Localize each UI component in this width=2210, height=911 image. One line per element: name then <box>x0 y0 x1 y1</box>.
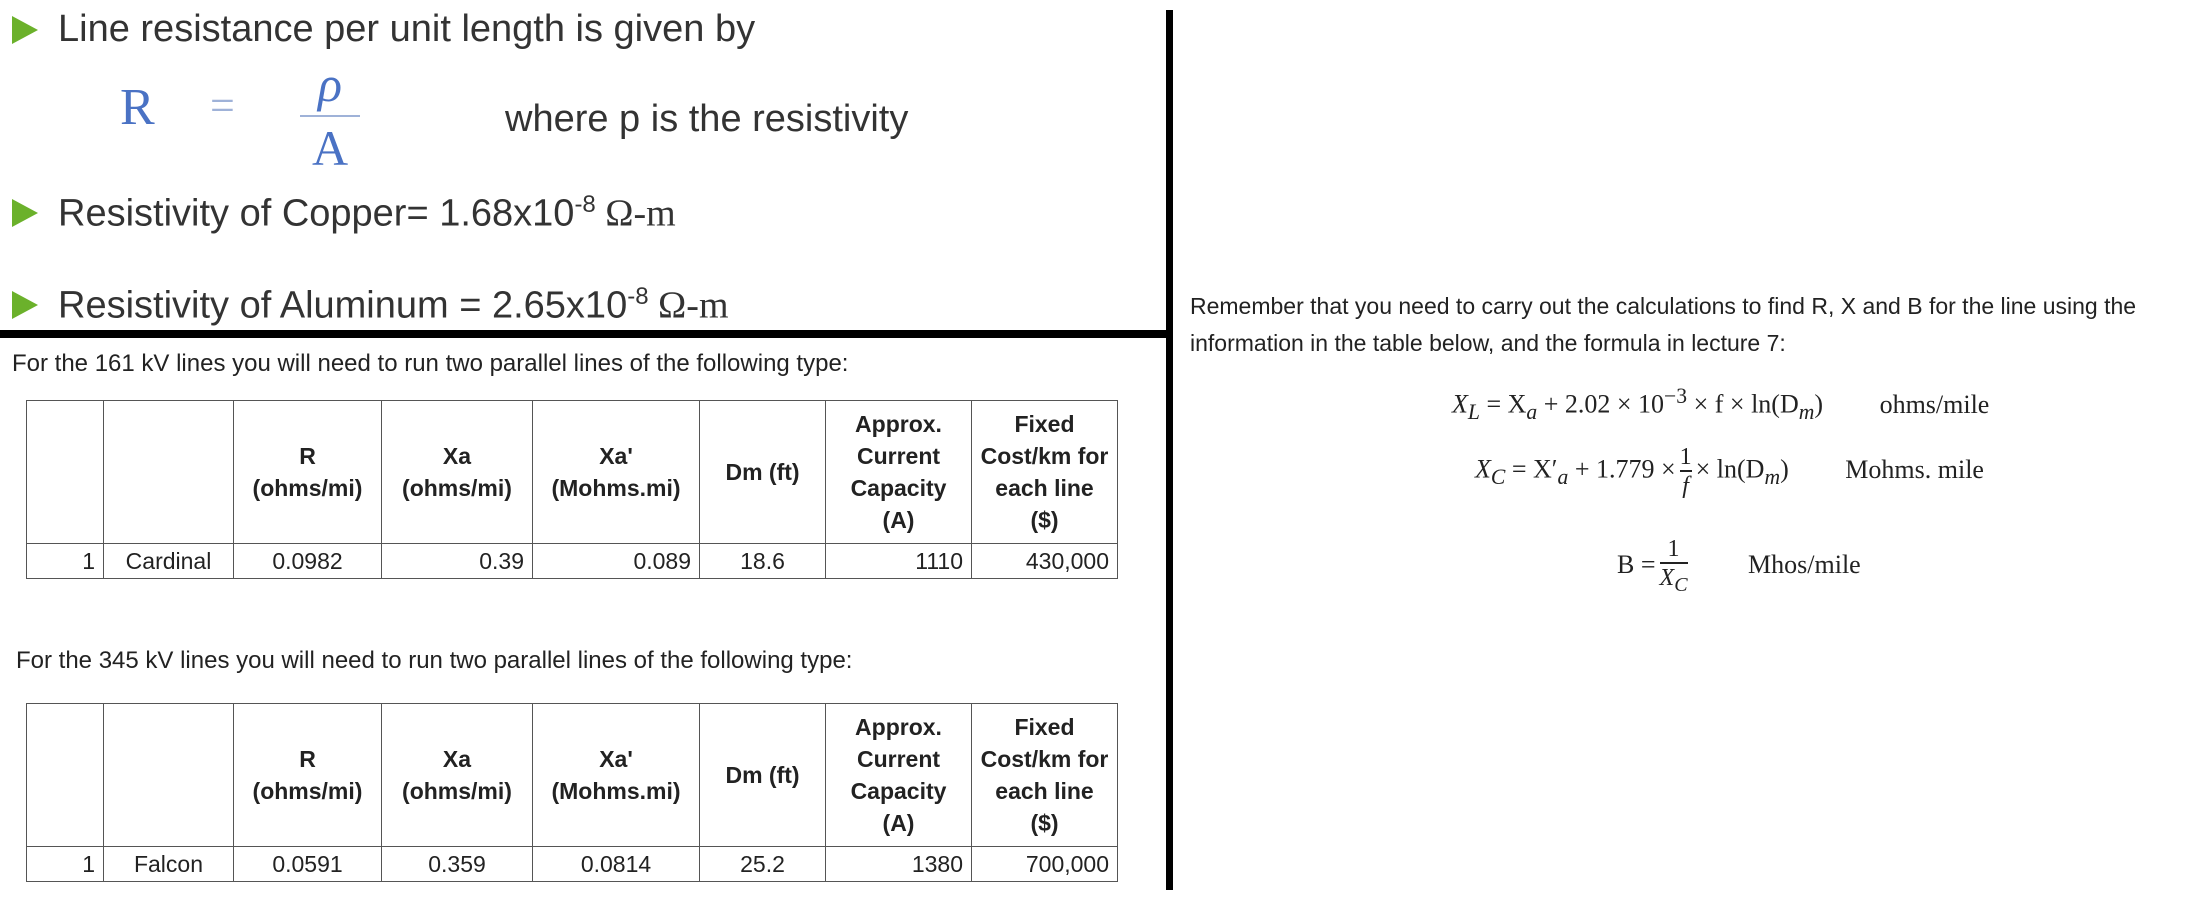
cell: 0.0814 <box>533 847 700 882</box>
section-345-intro: For the 345 kV lines you will need to run two parallel lines of the following type: <box>16 647 853 674</box>
section-161-intro: For the 161 kV lines you will need to run two parallel lines of the following type: <box>12 350 849 377</box>
fraction: $\frac{1}{f}$ <box>1679 444 1692 499</box>
cell: 0.0982 <box>234 544 382 579</box>
bullet-aluminum <box>12 283 729 328</box>
vertical-divider <box>1166 10 1173 890</box>
table-row <box>27 847 1118 882</box>
cell: 1 <box>27 544 104 579</box>
header-cell: Xa (ohms/mi) <box>382 704 533 847</box>
cell: Cardinal <box>104 544 234 579</box>
cell: 1110 <box>826 544 972 579</box>
horizontal-divider <box>0 330 1173 338</box>
cell: 700,000 <box>972 847 1118 882</box>
formula-b-unit: Mhos/mile <box>1748 550 1861 580</box>
header-cell <box>27 704 104 847</box>
formula-r-lhs: R <box>120 79 155 136</box>
formula-xc: $X_C = X'_a + 1.779$ × $\frac{1}{f}$ × $\ln(D_m)$ Mohms. mile <box>1475 444 1984 499</box>
table-row <box>27 544 1118 579</box>
header-cell <box>104 704 234 847</box>
header-cell: Approx. Current Capacity (A) <box>826 401 972 544</box>
formula-r-denominator: A <box>311 120 349 176</box>
cell: 25.2 <box>700 847 826 882</box>
fraction-bar <box>300 115 360 117</box>
header-cell: Xa (ohms/mi) <box>382 401 533 544</box>
cell: 1380 <box>826 847 972 882</box>
cell: 0.0591 <box>234 847 382 882</box>
formula-xc-unit: Mohms. mile <box>1845 454 1984 484</box>
header-cell: Fixed Cost/km for each line ($) <box>972 704 1118 847</box>
bullet-line-resistance <box>12 8 755 51</box>
header-cell: Approx. Current Capacity (A) <box>826 704 972 847</box>
formula-r-fraction <box>300 55 360 177</box>
bullet-text: Resistivity of Copper= $1.68x10^{-8}$ Ω-m <box>58 191 676 235</box>
formula-xl-unit: ohms/mile <box>1879 389 1990 419</box>
formula-r-numerator: ρ <box>318 56 342 112</box>
cell: 430,000 <box>972 544 1118 579</box>
triangle-bullet-icon <box>12 16 38 44</box>
table-header-row <box>27 704 1118 847</box>
formula-r-note: where p is the resistivity <box>505 98 909 140</box>
cell: 0.089 <box>533 544 700 579</box>
cell: 1 <box>27 847 104 882</box>
formula-r-equals: = <box>210 81 235 130</box>
header-cell: Xa' (Mohms.mi) <box>533 704 700 847</box>
header-cell: Xa' (Mohms.mi) <box>533 401 700 544</box>
header-cell: R (ohms/mi) <box>234 704 382 847</box>
table-345kv <box>26 703 1118 882</box>
bullet-text: Line resistance per unit length is given by <box>58 8 756 50</box>
instruction-note: Remember that you need to carry out the calculations to find R, X and B for the line using the information in the table below, and the formula in lecture 7: <box>1190 293 2137 356</box>
triangle-bullet-icon <box>12 291 38 319</box>
header-cell: R (ohms/mi) <box>234 401 382 544</box>
formula-xl: $X_L = X_a + 2.02 \times 10^{-3} \times f \times \ln(D_m)$ ohms/mile <box>1452 384 1990 424</box>
header-cell: Fixed Cost/km for each line ($) <box>972 401 1118 544</box>
cell: 0.39 <box>382 544 533 579</box>
header-cell <box>27 401 104 544</box>
header-cell <box>104 401 234 544</box>
fraction: $\frac{1}{X_C}$ <box>1659 536 1688 596</box>
cell: Falcon <box>104 847 234 882</box>
bullet-copper <box>12 191 676 236</box>
header-cell: Dm (ft) <box>700 401 826 544</box>
cell: 0.359 <box>382 847 533 882</box>
triangle-bullet-icon <box>12 199 38 227</box>
header-cell: Dm (ft) <box>700 704 826 847</box>
cell: 18.6 <box>700 544 826 579</box>
formula-b: B = $\frac{1}{X_C}$ Mhos/mile <box>1617 536 1861 598</box>
bullet-text: Resistivity of Aluminum = $2.65x10^{-8}$ Ω-m <box>58 283 729 327</box>
table-header-row <box>27 401 1118 544</box>
table-161kv <box>26 400 1118 579</box>
